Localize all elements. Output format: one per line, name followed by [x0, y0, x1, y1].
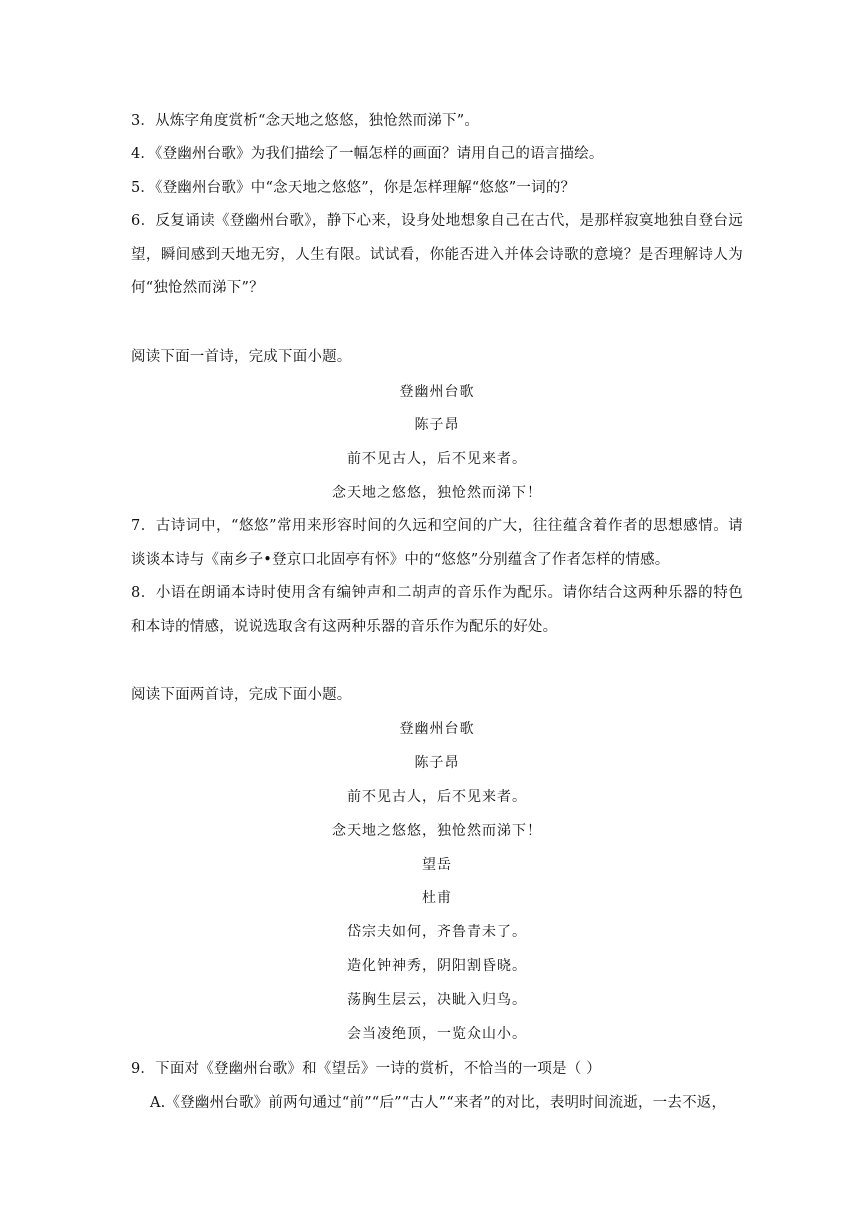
poem-author: 陈子昂	[414, 755, 460, 771]
poem-line: 念天地之悠悠，独怆然而涕下！	[332, 823, 542, 839]
poem-line: 岱宗夫如何，齐鲁青未了。	[347, 924, 527, 940]
question-5: 5．《登幽州台歌》中“念天地之悠悠”，你是怎样理解“悠悠”一词的？	[131, 180, 576, 196]
section3-intro: 阅读下面两首诗，完成下面小题。	[131, 687, 352, 703]
question-8: 8．小语在朗诵本诗时使用含有编钟声和二胡声的音乐作为配乐。请你结合这两种乐器的特色和本诗的情感，说说选取含有这两种乐器的音乐作为配乐的好处。	[131, 585, 743, 635]
question-3: 3．从炼字角度赏析“念天地之悠悠，独怆然而涕下”。	[131, 113, 480, 129]
poem-line: 荡胸生层云，决眦入归鸟。	[347, 992, 527, 1008]
poem-line: 会当凌绝顶，一览众山小。	[347, 1026, 527, 1042]
poem-title: 登幽州台歌	[399, 384, 475, 400]
poem-line: 念天地之悠悠，独怆然而涕下！	[332, 485, 542, 501]
question-7: 7．古诗词中，“悠悠”常用来形容时间的久远和空间的广大，往往蕴含着作者的思想感情。请谈谈本诗与《南乡子•登京口北固亭有怀》中的“悠悠”分别蕴含了作者怎样的情感。	[131, 518, 743, 568]
poem-author: 杜甫	[422, 890, 452, 906]
poem-line: 造化钟神秀，阴阳割昏晓。	[347, 958, 527, 974]
section2-intro: 阅读下面一首诗，完成下面小题。	[131, 349, 352, 365]
question-6: 6．反复诵读《登幽州台歌》，静下心来，设身处地想象自己在古代，是那样寂寞地独自登台远望，瞬间感到天地无穷，人生有限。试试看，你能否进入并体会诗歌的意境？是否理解诗人为何“独怆然而涕下”？	[131, 213, 743, 296]
poem-title: 登幽州台歌	[399, 721, 475, 737]
poem-line: 前不见古人，后不见来者。	[347, 451, 527, 467]
poem-line: 前不见古人，后不见来者。	[347, 789, 527, 805]
poem-author: 陈子昂	[414, 417, 460, 433]
question-9-option-a: A.《登幽州台歌》前两句通过“前”“后”“古人”“来者”的对比，表明时间流逝，一去不返，	[150, 1095, 727, 1111]
poem-title: 望岳	[422, 857, 452, 873]
question-4: 4．《登幽州台歌》为我们描绘了一幅怎样的画面？请用自己的语言描绘。	[131, 146, 604, 162]
question-9: 9．下面对《登幽州台歌》和《望岳》一诗的赏析，不恰当的一项是（ ）	[131, 1061, 601, 1077]
